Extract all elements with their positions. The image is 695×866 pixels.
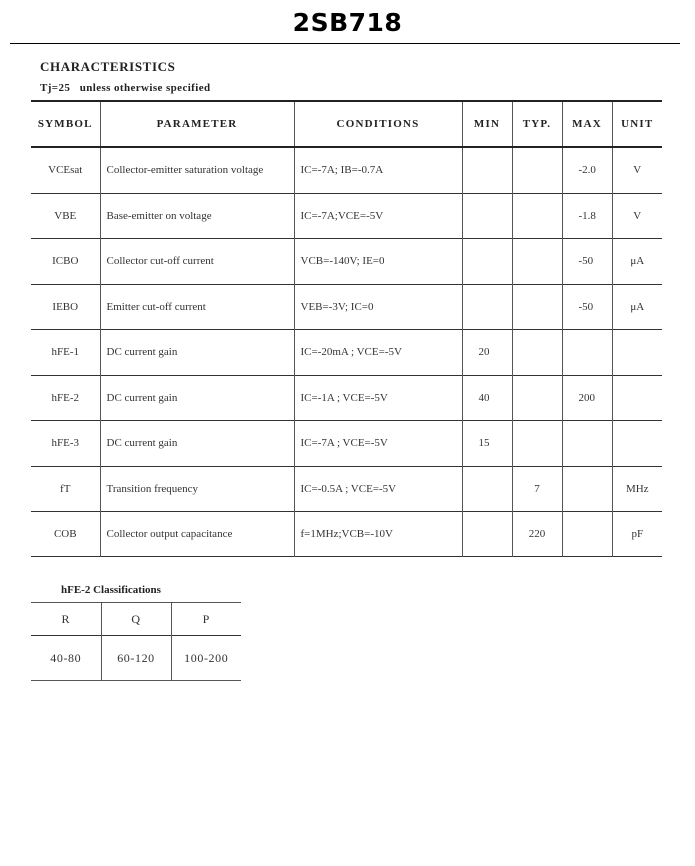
table-row [31,238,662,284]
header-typ: TYP. [512,101,562,147]
cell-conditions: IC=-7A; IB=-0.7A [294,147,462,193]
class-header-p: P [202,611,210,626]
cell-parameter: DC current gain [100,329,294,375]
classifications-values-row [31,636,241,681]
cell-conditions: IC=-20mA ; VCE=-5V [294,329,462,375]
cell-min: 40 [462,375,512,420]
page-title: 2SB718 [292,8,403,37]
table-header-row [31,101,662,147]
table-row [31,147,662,193]
table-row [31,420,662,466]
cell-typ [512,238,562,284]
header-symbol: SYMBOL [31,101,100,147]
cell-conditions: f=1MHz;VCB=-10V [294,511,462,556]
header-max: MAX [562,101,612,147]
cell-parameter: Collector cut-off current [100,238,294,284]
classifications-header-row [31,603,241,636]
cell-symbol: hFE-2 [31,375,100,420]
cell-symbol: ICBO [31,238,100,284]
cell-symbol: VCEsat [31,147,100,193]
cell-unit: pF [631,527,644,540]
cell-unit: MHz [625,482,649,495]
cell-typ [512,329,562,375]
cell-max: -1.8 [562,193,612,238]
cell-symbol: VBE [31,193,100,238]
cell-unit: V [633,209,642,222]
cell-max: -50 [562,238,612,284]
header-unit: UNIT [621,118,654,130]
cell-conditions: VCB=-140V; IE=0 [294,238,462,284]
cell-max [562,511,612,556]
cell-unit [612,375,662,420]
cell-max: 200 [562,375,612,420]
cell-parameter: DC current gain [100,420,294,466]
cell-symbol: hFE-1 [31,329,100,375]
cell-min [462,238,512,284]
table-row [31,329,662,375]
classifications-title: hFE-2 Classifications [61,584,161,596]
cell-min [462,147,512,193]
cell-parameter: DC current gain [100,375,294,420]
cell-parameter: Collector-emitter saturation voltage [100,147,294,193]
classifications-table [31,602,241,681]
title-divider [10,43,680,44]
cell-conditions: IC=-7A ; VCE=-5V [294,420,462,466]
class-header-q: Q [101,603,171,636]
header-conditions: CONDITIONS [294,101,462,147]
cell-unit [612,329,662,375]
cell-min [462,511,512,556]
cell-conditions: VEB=-3V; IC=0 [294,284,462,329]
cell-parameter: Collector output capacitance [100,511,294,556]
cell-typ [512,193,562,238]
cell-unit: V [633,164,642,177]
cell-parameter: Emitter cut-off current [100,284,294,329]
table-row [31,466,662,511]
cell-min [462,466,512,511]
cell-conditions: IC=-0.5A ; VCE=-5V [294,466,462,511]
cell-conditions: IC=-7A;VCE=-5V [294,193,462,238]
cell-max [562,420,612,466]
cell-min: 15 [462,420,512,466]
cell-conditions: IC=-1A ; VCE=-5V [294,375,462,420]
cell-max [562,466,612,511]
cell-typ: 7 [512,466,562,511]
cell-typ [512,147,562,193]
cell-typ [512,284,562,329]
cell-typ: 220 [512,511,562,556]
class-value-r: 40-80 [31,636,101,681]
cell-min [462,193,512,238]
cell-unit: μA [630,255,645,267]
header-min: MIN [462,101,512,147]
class-header-r: R [31,603,101,636]
cell-unit [612,420,662,466]
header-parameter: PARAMETER [100,101,294,147]
table-row [31,284,662,329]
cell-parameter: Base-emitter on voltage [100,193,294,238]
cell-parameter: Transition frequency [100,466,294,511]
cell-max: -2.0 [562,147,612,193]
cell-max: -50 [562,284,612,329]
class-value-p: 100-200 [184,650,229,665]
table-row [31,375,662,420]
table-row [31,193,662,238]
cell-symbol: COB [31,511,100,556]
section-heading: CHARACTERISTICS [40,59,176,74]
cell-min [462,284,512,329]
class-value-q: 60-120 [101,636,171,681]
cell-symbol: fT [31,466,100,511]
cell-unit: μA [630,300,645,313]
cell-typ [512,420,562,466]
cell-symbol: hFE-3 [31,420,100,466]
cell-max [562,329,612,375]
cell-min: 20 [462,329,512,375]
cell-symbol: IEBO [31,284,100,329]
conditions-note: Tj=25 unless otherwise specified [40,82,211,94]
table-row [31,511,662,556]
cell-typ [512,375,562,420]
characteristics-table [31,100,662,557]
